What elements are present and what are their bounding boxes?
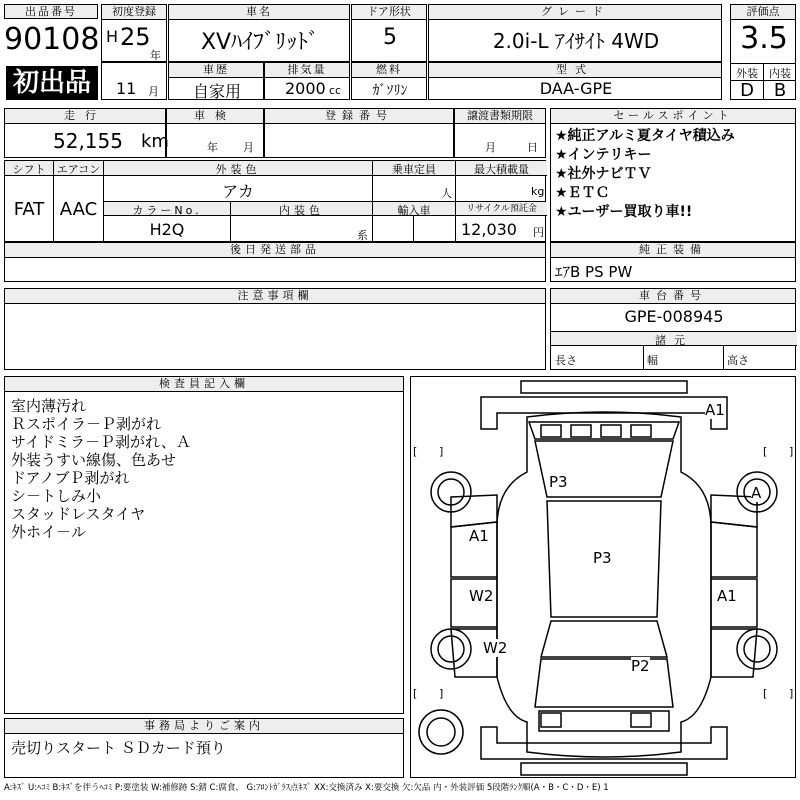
interior-color-unit: 系 xyxy=(357,229,368,242)
transfer-header: 譲渡書類期限 xyxy=(455,109,545,124)
int-score-label: 内装 xyxy=(769,67,791,80)
selling-points-box xyxy=(550,108,796,242)
load-header: 最大積載量 xyxy=(456,161,547,176)
interior-color-header: 内装色 xyxy=(231,202,372,216)
history-value: 自家用 xyxy=(192,82,241,101)
later-parts-header: 後日発送部品 xyxy=(5,243,545,258)
reg-month-box xyxy=(101,62,167,100)
fuel-header: 燃料 xyxy=(352,63,426,78)
transfer-day-unit: 日 xyxy=(527,141,538,154)
chassis-value: GPE-008945 xyxy=(624,307,724,326)
lot-number: 90108 xyxy=(4,22,100,57)
capacity-unit: 人 xyxy=(441,187,452,200)
reg-header: 初度登録 xyxy=(102,5,166,20)
reg-era: H xyxy=(106,27,119,46)
mileage-box xyxy=(4,108,169,158)
damage-mark: P3 xyxy=(549,473,568,491)
door-box xyxy=(351,4,427,62)
inspector-line: 室内薄汚れ xyxy=(11,397,87,415)
mileage-value: 52,155 xyxy=(53,129,123,153)
inspector-line: スタッドレスタイヤ xyxy=(11,505,146,523)
car-name: XVﾊｲﾌﾞﾘｯﾄﾞ xyxy=(200,30,320,55)
selling-item: ★ＥＴＣ xyxy=(555,185,610,201)
recycle-unit: 円 xyxy=(533,226,544,239)
reg-box xyxy=(101,4,167,62)
inspector-header: 検査員記入欄 xyxy=(5,377,403,392)
inspector-line: シ－トしみ小 xyxy=(11,487,102,505)
displacement-box xyxy=(264,62,350,100)
equipment-header: 純正装備 xyxy=(551,243,795,258)
inspection-box xyxy=(166,108,264,158)
int-score: B xyxy=(773,80,787,101)
load-unit: kg xyxy=(531,185,545,198)
color-header: 外装色 xyxy=(104,161,372,176)
reg-month-unit: 月 xyxy=(148,85,159,98)
reg-year-unit: 年 xyxy=(150,49,161,62)
selling-item: ★純正アルミ夏タイヤ積込み xyxy=(555,128,735,144)
bracket-mark: [ xyxy=(413,687,418,700)
selling-item: ★ユーザー買取り車!! xyxy=(555,204,693,220)
import-header: 輸入車 xyxy=(373,202,455,216)
spec-box xyxy=(4,160,546,242)
bracket-mark: [ xyxy=(763,687,768,700)
score-value: 3.5 xyxy=(740,21,788,56)
inspection-header: 車検 xyxy=(167,109,263,124)
reg-month: 11 xyxy=(116,79,137,98)
grade-header: グレード xyxy=(429,5,721,20)
notes-header: 注意事項欄 xyxy=(5,289,545,304)
mileage-header: 走行 xyxy=(5,109,165,124)
fuel-value: ｶﾞｿﾘﾝ xyxy=(372,83,408,99)
displacement-unit: cc xyxy=(329,84,342,97)
color-code: H2Q xyxy=(149,220,185,239)
car-header: 車名 xyxy=(169,5,349,20)
inspector-line: ドアノブＰ剥がれ xyxy=(11,469,130,487)
damage-mark: A1 xyxy=(469,527,489,545)
mileage-unit: km xyxy=(141,131,169,152)
inspector-box xyxy=(4,376,404,714)
model-box xyxy=(428,62,722,100)
door-value: 5 xyxy=(383,25,397,50)
selling-header: セールスポイント xyxy=(551,109,795,124)
bracket-mark: [ xyxy=(413,445,418,458)
color-value: アカ xyxy=(222,182,254,201)
score-header: 評価点 xyxy=(731,5,795,20)
damage-mark: A1 xyxy=(705,401,725,419)
ac-header: エアコン xyxy=(54,161,103,176)
dims-header: 諸元 xyxy=(551,332,797,346)
inspector-line: 外ホイ－ル xyxy=(11,523,87,541)
plate-box xyxy=(264,108,454,158)
plate-header: 登録番号 xyxy=(265,109,453,124)
grade-box xyxy=(428,4,722,62)
inspection-year-unit: 年 xyxy=(207,141,218,154)
lot-box xyxy=(4,4,98,100)
model-value: DAA-GPE xyxy=(539,79,613,98)
car-outline-svg xyxy=(411,377,797,779)
dims-length: 長さ xyxy=(555,354,577,367)
displacement-header: 排気量 xyxy=(265,63,349,78)
bracket-mark: ] xyxy=(439,445,444,458)
inspection-month-unit: 月 xyxy=(243,141,254,154)
chassis-box xyxy=(550,288,796,370)
notes-box xyxy=(4,288,546,370)
damage-mark: W2 xyxy=(469,587,494,605)
first-listing-badge: 初出品 xyxy=(6,66,98,100)
ext-score-label: 外装 xyxy=(736,67,758,80)
displacement-value: 2000 xyxy=(285,79,326,98)
bracket-mark: ] xyxy=(789,687,794,700)
office-header: 事務局よりご案内 xyxy=(5,719,403,734)
shift-value: FAT xyxy=(13,199,45,220)
inspector-lines xyxy=(11,397,191,541)
later-parts-box xyxy=(4,242,546,282)
dims-height: 高さ xyxy=(727,354,749,367)
bracket-mark: ] xyxy=(789,445,794,458)
selling-item: ★社外ナビＴＶ xyxy=(555,166,652,182)
car-diagram xyxy=(410,376,796,778)
damage-mark: W2 xyxy=(483,639,508,657)
office-box xyxy=(4,718,404,778)
car-box xyxy=(168,4,350,62)
recycle-value: 12,030 xyxy=(461,220,517,239)
history-header: 車歴 xyxy=(169,63,263,78)
bracket-mark: [ xyxy=(763,445,768,458)
selling-list xyxy=(555,127,735,222)
office-value: 売切りスタート ＳＤカード預り xyxy=(11,739,226,757)
lot-header: 出品番号 xyxy=(4,4,98,19)
dims-width: 幅 xyxy=(647,354,658,367)
grade-value: 2.0i-L ｱｲｻｲﾄ 4WD xyxy=(492,29,660,53)
damage-mark: P2 xyxy=(631,657,650,675)
damage-mark: A xyxy=(751,484,762,502)
equipment-value: ｴｱB PS PW xyxy=(555,263,633,281)
history-box xyxy=(168,62,264,100)
bracket-mark: ] xyxy=(439,687,444,700)
legend: A:ｷｽﾞ U:ﾍｺﾐ B:ｷｽﾞを伴うﾍｺﾐ P:要塗装 W:補修跡 S:錆 C:腐食、 G:ﾌﾛﾝﾄｶﾞﾗｽ点ｷｽﾞ XX:交換済み X:要交換 欠:欠品 内・外装評価 5段階ﾗﾝｸ順(A・B・C・D・E) 1 xyxy=(4,783,609,793)
capacity-header: 乗車定員 xyxy=(373,161,455,176)
fuel-box xyxy=(351,62,427,100)
reg-year: 25 xyxy=(120,23,151,51)
damage-mark: A1 xyxy=(717,587,737,605)
damage-mark: P3 xyxy=(593,549,612,567)
model-header: 型式 xyxy=(429,63,721,78)
shift-header: シフト xyxy=(5,161,53,176)
color-code-header: カラーNo. xyxy=(104,202,230,216)
recycle-header: リサイクル預託金 xyxy=(456,202,547,216)
selling-item: ★インテリキー xyxy=(555,147,652,163)
transfer-month-unit: 月 xyxy=(485,141,496,154)
inspector-line: サイドミラ－Ｐ剥がれ、Ａ xyxy=(11,433,191,451)
chassis-header: 車台番号 xyxy=(551,289,795,304)
score-box xyxy=(730,4,796,100)
inspector-line: 外装うすい線傷、色あせ xyxy=(11,451,177,469)
ac-value: AAC xyxy=(59,199,98,220)
inspector-line: Ｒスポイラ－Ｐ剥がれ xyxy=(11,415,162,433)
ext-score: D xyxy=(740,80,754,101)
transfer-box xyxy=(454,108,546,158)
equipment-box xyxy=(550,242,796,282)
door-header: ドア形状 xyxy=(352,5,426,20)
